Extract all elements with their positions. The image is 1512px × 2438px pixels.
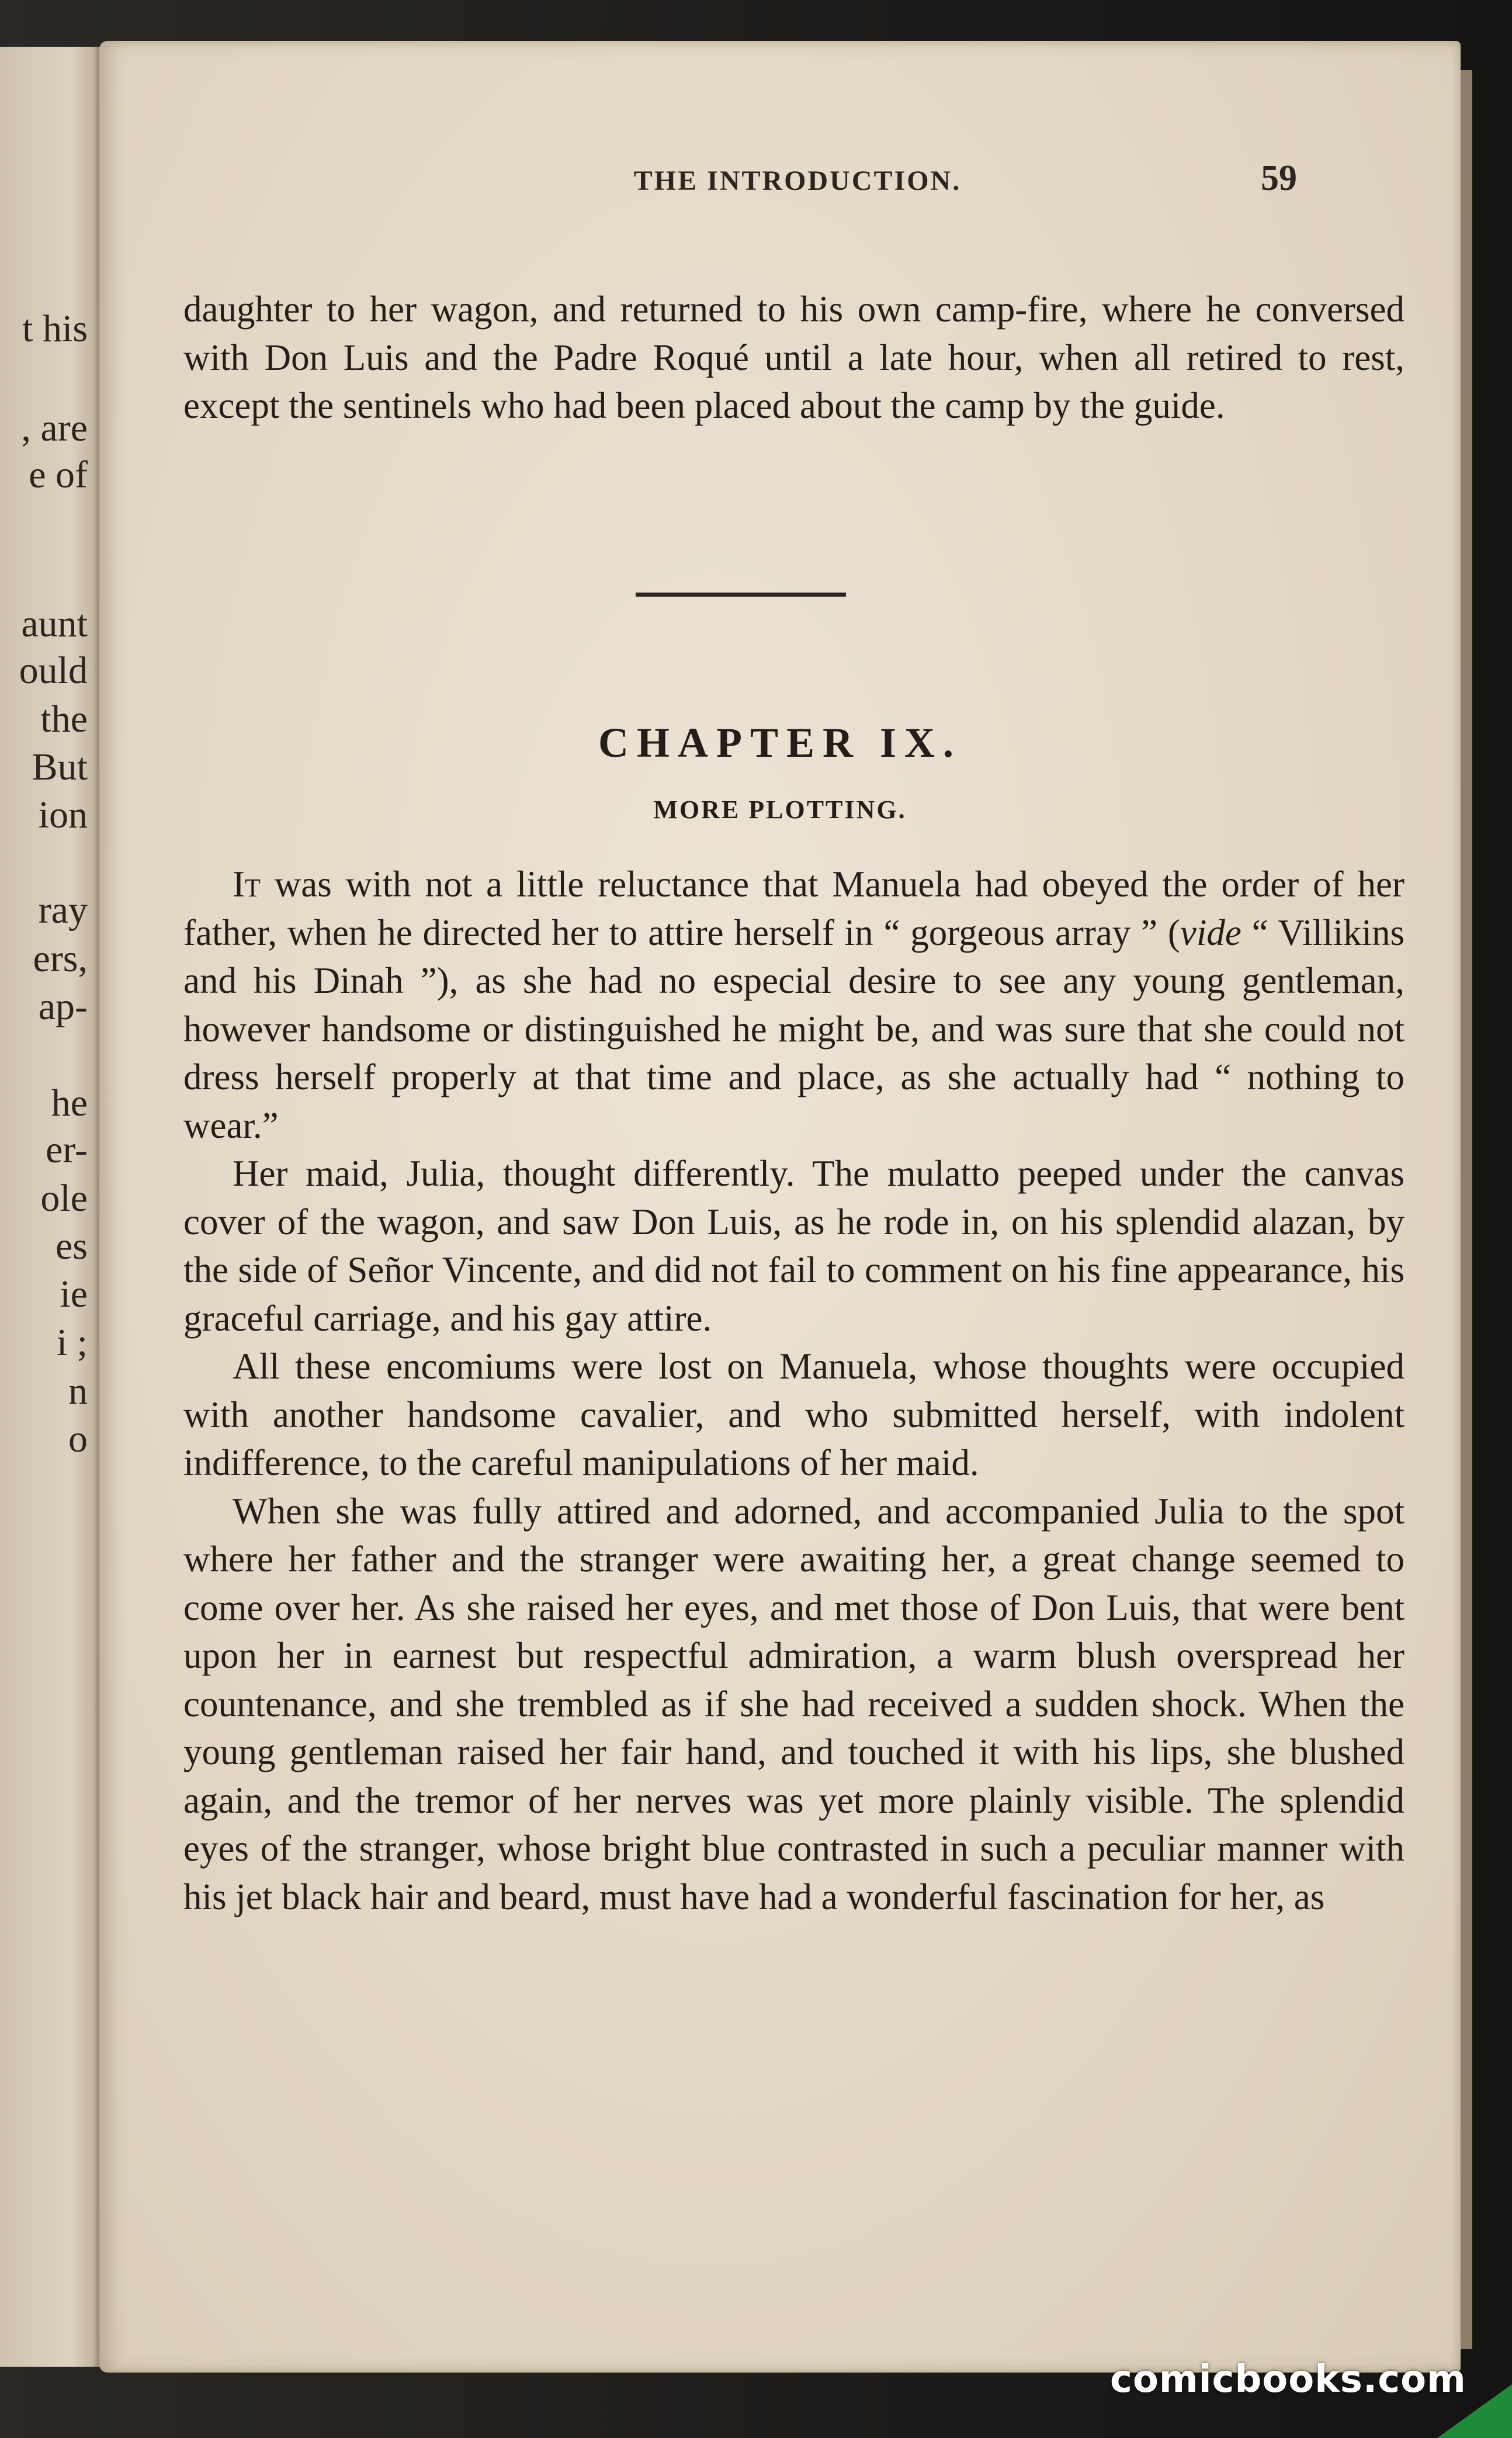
facing-page-fragment: o: [68, 1418, 88, 1460]
facing-page-fragment: t his: [22, 307, 88, 350]
paragraph: It was with not a little reluctance that Manuela had obeyed the order of her father, when he directed her to attire herself in “ gorgeous array ” (vide “ Villikins and his Dinah ”), as she had no especial desire to see any young gentleman, however handsome or distinguished he might be, and was sure that she could not dress herself properly at that time and place, as she actually had “ nothing to wear.”: [183, 864, 1405, 1146]
chapter-body: [183, 860, 1405, 1921]
opening-word: It: [233, 864, 261, 905]
running-head: THE INTRODUCTION.: [633, 165, 962, 196]
site-watermark: comicbooks.com: [1110, 2358, 1466, 2401]
book-page: [99, 41, 1461, 2373]
chapter-title: CHAPTER IX.: [598, 719, 962, 766]
continued-paragraph: daughter to her wagon, and returned to his own camp-fire, where he conversed with Don Luis and the Padre Roqué until a late hour, when all retired to rest, except the sentinels who had been placed about the camp by the guide.: [183, 289, 1405, 426]
facing-page-fragment: ap-: [38, 985, 88, 1028]
facing-page-fragment: ray: [38, 889, 88, 931]
facing-page-fragment: e of: [29, 453, 88, 496]
page-edge-shadow: [1461, 70, 1472, 2349]
facing-page-fragment: ie: [60, 1273, 88, 1315]
facing-page-fragment: the: [40, 698, 88, 740]
facing-page-fragment: i ;: [56, 1321, 88, 1364]
facing-page-fragment: ole: [40, 1177, 88, 1220]
paragraph: Her maid, Julia, thought differently. The mulatto peeped under the canvas cover of the wagon, and saw Don Luis, as he rode in, on his splendid alazan, by the side of Señor Vincente, and did not fail to comment on his fine appearance, his graceful carriage, and his gay attire.: [183, 1153, 1405, 1339]
paragraph: All these encomiums were lost on Manuela, whose thoughts were occupied with another handsome cavalier, and who submitted herself, with indolent indifference, to the careful manipulations of her maid.: [183, 1346, 1405, 1483]
facing-page-fragment: he: [51, 1082, 88, 1124]
facing-page-fragment: n: [68, 1370, 88, 1412]
section-divider-rule: [636, 593, 846, 597]
facing-page-fragment: ould: [19, 649, 88, 692]
italic-word: vide: [1180, 912, 1241, 953]
facing-page-fragment: , are: [21, 407, 88, 449]
corner-accent: [1437, 2384, 1512, 2438]
facing-page-edge: [0, 47, 100, 2367]
facing-page-fragment: es: [56, 1225, 88, 1268]
facing-page-fragment: ion: [38, 794, 88, 836]
facing-page-fragment: aunt: [21, 602, 88, 645]
paragraph: When she was fully attired and adorned, and accompanied Julia to the spot where her father and the stranger were awaiting her, a great change seemed to come over her. As she raised her eyes, and met those of Don Luis, that were bent upon her in earnest but respectful admiration, a warm blush overspread her countenance, and she trembled as if she had received a sudden shock. When the young gentleman raised her fair hand, and touched it with his lips, she blushed again, and the tremor of her nerves was yet more plainly visible. The splendid eyes of the stranger, whose bright blue contrasted in such a peculiar manner with his jet black hair and beard, must have had a wonderful fascination for her, as: [183, 1490, 1405, 1917]
facing-page-fragment: ers,: [33, 937, 88, 980]
chapter-subtitle: MORE PLOTTING.: [653, 795, 907, 824]
facing-page-fragment: er-: [46, 1128, 88, 1171]
page-number: 59: [1261, 158, 1297, 198]
facing-page-fragment: But: [32, 746, 88, 788]
